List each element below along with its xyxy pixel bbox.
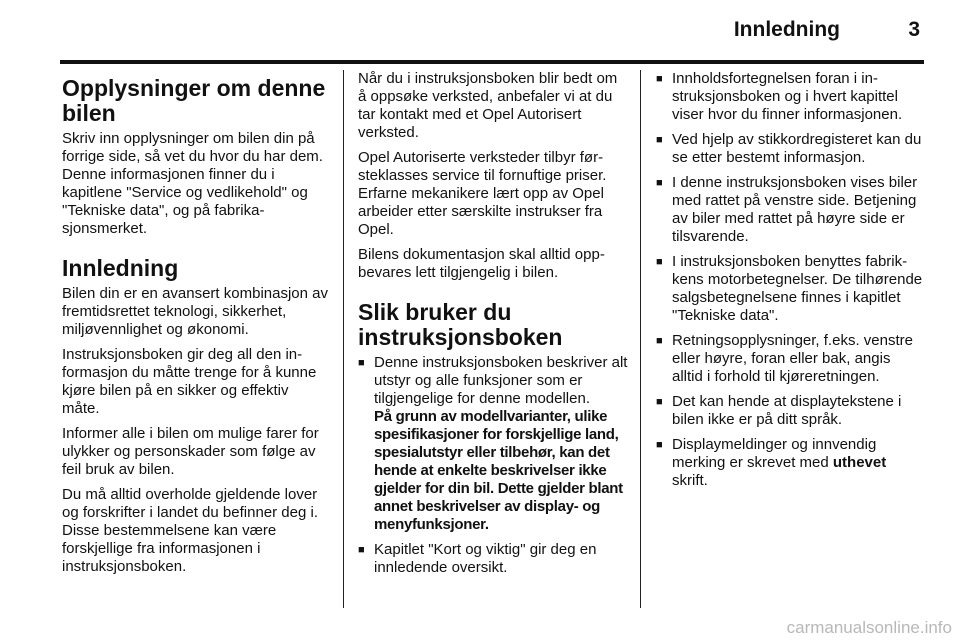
paragraph: Instruksjonsboken gir deg all den informasjon du måtte trenge for å kunne kjøre bilen på en sikker og effektiv måte. <box>62 346 317 417</box>
paragraph: Opel Autoriserte verksteder tilbyr førsteklasses service til fornuftige priser. Erfarne mekanikere lært opp av Opel arbeider etter særskilte instrukser fra Opel. <box>358 149 607 238</box>
bold-word: uthevet <box>832 454 887 471</box>
paragraph: Bilens dokumentasjon skal alltid oppbevares lett tilgjengelig i bilen. <box>358 246 605 281</box>
column-divider <box>640 70 641 608</box>
section-heading: Opplysninger om denne bilen <box>62 75 326 126</box>
column-1 <box>62 76 330 583</box>
bullet-item: ■ Ved hjelp av stikkordregisteret kan du se etter bestemt informasjon. <box>656 131 924 167</box>
paragraph: Informer alle i bilen om mulige farer for ulykker og personskader som følge av feil bruk av bilen. <box>62 425 319 478</box>
bullet-item: ■ I denne instruksjonsboken vises biler med rattet på venstre side. Betjening av biler med rattet på høyre side er tilsvarende. <box>656 174 924 246</box>
column-3 <box>656 70 924 497</box>
bullet-text: skrift. <box>672 472 708 489</box>
bullet-text: Displaymeldinger og innvendig merking er skrevet med <box>672 436 877 471</box>
section-heading: Innledning <box>62 255 179 281</box>
paragraph: Skriv inn opplysninger om bilen din på forrige side, så vet du hvor du har dem. Denne informasjonen finner du i kapitlene "Service og vedlikehold" og "Tekniske data", og på fabrikasjonsmerket. <box>62 130 323 237</box>
bullet-item: ■ Kapitlet "Kort og viktig" gir deg en innledende oversikt. <box>358 541 628 577</box>
bullet-bold-text: På grunn av modellvarianter, ulike spesifikasjoner for forskjellige land, spesialutstyr eller tilbehør, kan det hende at enkelte beskrivelser ikke gjelder for din bil. Dette gjelder blant annet beskrivelser av display- og menyfunksjoner. <box>374 408 623 533</box>
bullet-item <box>656 436 924 490</box>
bullet-item <box>358 354 628 534</box>
header-rule <box>60 60 924 64</box>
page-number: 3 <box>908 18 920 41</box>
page-header <box>0 0 960 66</box>
watermark: carmanualsonline.info <box>786 618 952 637</box>
bullet-item: ■ Det kan hende at displaytekstene i bilen ikke er på ditt språk. <box>656 393 924 429</box>
paragraph: Bilen din er en avansert kombinasjon av fremtidsrettet teknologi, sikkerhet, miljøvennlighet og økonomi. <box>62 285 328 338</box>
column-2 <box>358 70 628 584</box>
chapter-title: Innledning <box>733 18 840 41</box>
section-heading: Slik bruker du instruksjonsboken <box>358 299 563 350</box>
paragraph: Du må alltid overholde gjeldende lover og forskrifter i landet du befinner deg i. Disse bestemmelsene kan være forskjellige fra informasjonen i instruksjonsboken. <box>62 486 318 575</box>
bullet-item: ■ Retningsopplysninger, f.eks. venstre eller høyre, foran eller bak, angis alltid i forhold til kjøreretningen. <box>656 332 924 386</box>
column-divider <box>343 70 344 608</box>
bullet-item: ■ Innholdsfortegnelsen foran i instruksjonsboken og i hvert kapittel viser hvor du finner informasjonen. <box>656 70 924 124</box>
bullet-item: ■ I instruksjonsboken benyttes fabrikkens motorbetegnelser. De tilhørende salgsbetegnelsene finnes i kapitlet "Tekniske data". <box>656 253 924 325</box>
bullet-text: Denne instruksjonsboken beskriver alt utstyr og alle funksjoner som er tilgjengelige for denne modellen. <box>374 354 628 407</box>
paragraph: Når du i instruksjonsboken blir bedt om å oppsøke verksted, anbefaler vi at du tar kontakt med et Opel Autorisert verksted. <box>358 70 618 141</box>
